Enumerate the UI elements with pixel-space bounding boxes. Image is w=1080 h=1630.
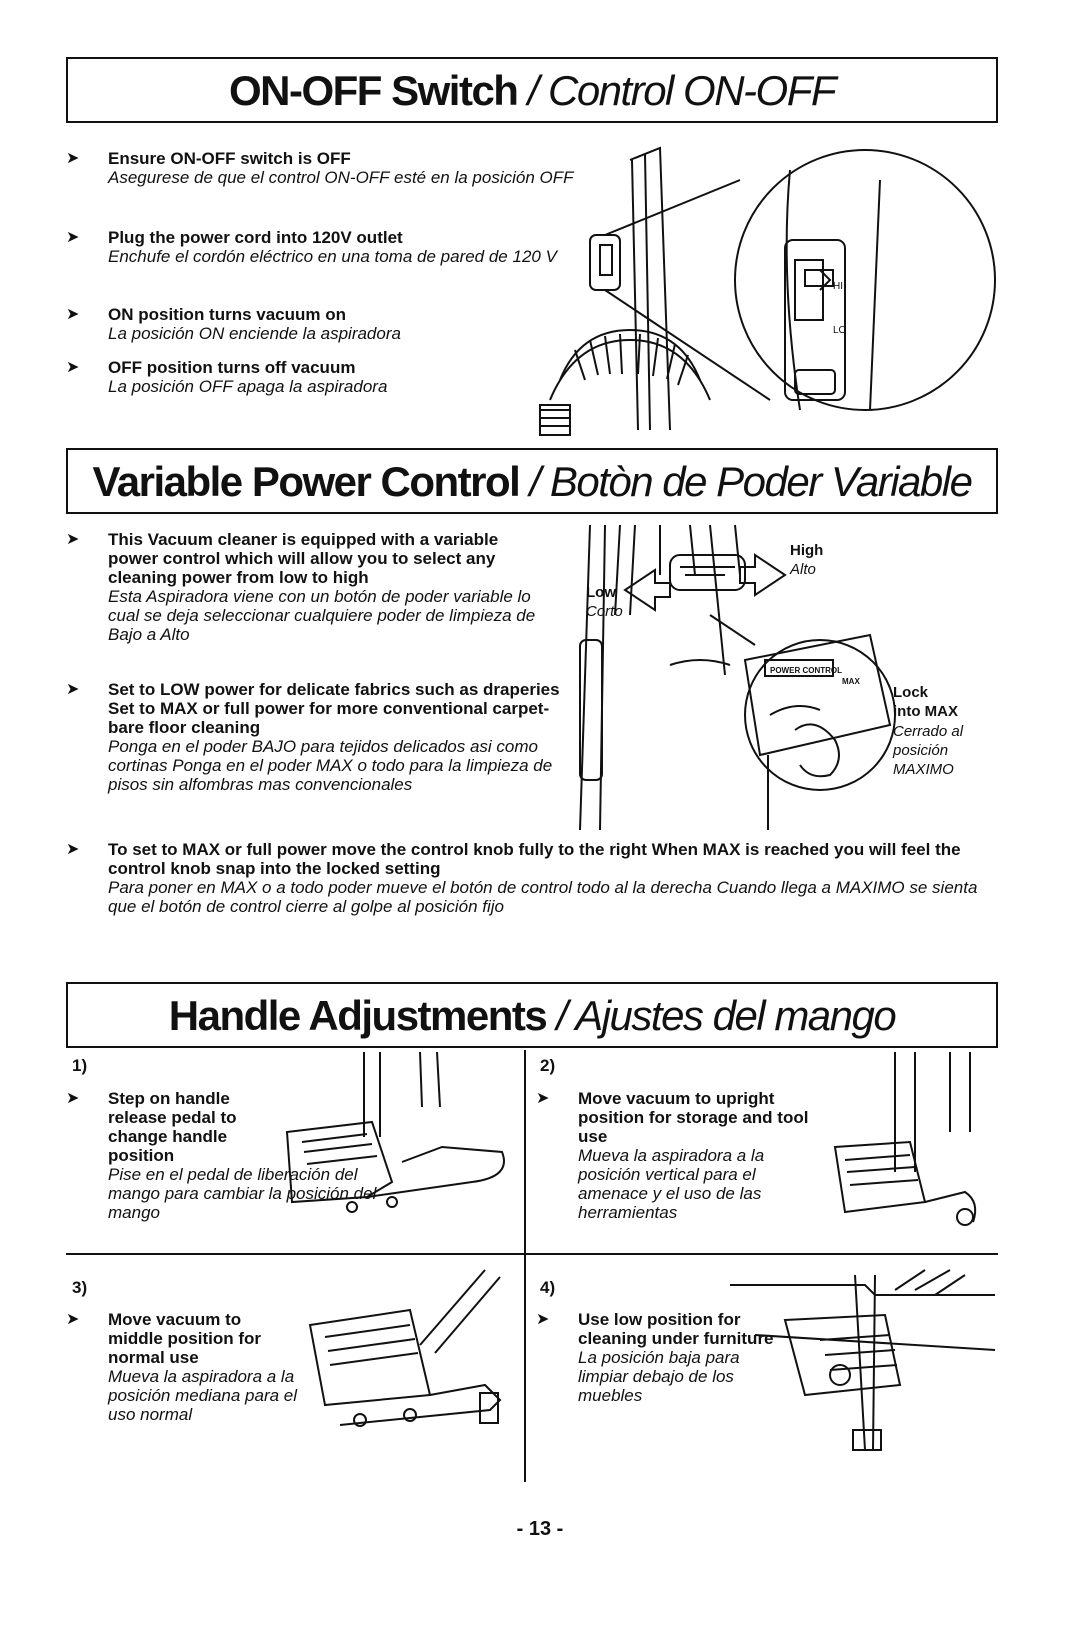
label-lock: Lock bbox=[893, 684, 929, 701]
section-header-variable bbox=[66, 448, 998, 514]
label-low: Low bbox=[586, 584, 616, 601]
switch-lo-label: LO bbox=[833, 325, 847, 336]
variable-bullet-1: ➤ This Vacuum cleaner is equipped with a variable power control which will allow you to select any cleaning power from low to high Esta Aspiradora viene con un botón de poder variable lo cual se deja seleccionar cualquiere poder de limpieza de Bajo a Alto bbox=[66, 530, 536, 644]
step-2-illustration bbox=[815, 1052, 995, 1232]
step-1-text: ➤ Step on handle release pedal to change handle position Pise en el pedal de liberación del mango para cambiar la posición del mango bbox=[66, 1089, 377, 1222]
label-cerrado: Cerrado al bbox=[893, 723, 964, 740]
step-4-number: 4) bbox=[540, 1278, 556, 1297]
label-alto: Alto bbox=[790, 561, 816, 578]
label-maximo: MAXIMO bbox=[893, 761, 954, 778]
step-1-number: 1) bbox=[72, 1056, 88, 1075]
step-1-illustration bbox=[272, 1052, 522, 1227]
section-title-handle: Handle Adjustments / Ajustes del mango bbox=[168, 992, 896, 1039]
section-title-onoff: ON-OFF Switch / Control ON-OFF bbox=[228, 67, 836, 114]
step-3-text: ➤ Move vacuum to middle position for normal use Mueva la aspiradora a la posición mediana para el uso normal bbox=[66, 1310, 298, 1424]
onoff-bullet-4: ➤ OFF position turns off vacuum La posición OFF apaga la aspiradora bbox=[66, 358, 388, 396]
label-high: High bbox=[790, 542, 824, 559]
variable-bullet-3: ➤ To set to MAX or full power move the control knob fully to the right When MAX is reached you will feel the control knob snap into the locked setting Para poner en MAX o a todo poder mueve el botón de control todo al la derecha Cuando llega a MAXIMO se sienta que el botón de control cierre al golpe al posición fijo bbox=[66, 840, 978, 916]
page-number: - 13 - bbox=[516, 1518, 564, 1540]
step-3-number: 3) bbox=[72, 1278, 88, 1297]
label-max-dial: MAX bbox=[842, 677, 860, 686]
label-posicion: posición bbox=[893, 742, 949, 759]
step-2-text: ➤ Move vacuum to upright position for storage and tool use Mueva la aspiradora a la posición vertical para el amenace y el uso de las herramientas bbox=[536, 1089, 809, 1222]
onoff-switch-illustration bbox=[520, 140, 1000, 440]
section-header-onoff bbox=[66, 57, 998, 123]
step-4-text: ➤ Use low position for cleaning under furniture La posición baja para limpiar debajo de los muebles bbox=[536, 1310, 774, 1405]
onoff-bullet-3: ➤ ON position turns vacuum on La posición ON enciende la aspiradora bbox=[66, 305, 401, 343]
handle-horizontal-divider bbox=[66, 1253, 998, 1255]
label-power-control: POWER CONTROL bbox=[770, 666, 842, 675]
onoff-bullet-2: ➤ Plug the power cord into 120V outlet Enchufe el cordón eléctrico en una toma de pared de 120 V bbox=[66, 228, 557, 266]
section-title-variable: Variable Power Control / Botòn de Poder Variable bbox=[92, 458, 972, 505]
label-into-max: into MAX bbox=[893, 703, 958, 720]
step-3-illustration bbox=[300, 1265, 515, 1450]
onoff-bullet-1: ➤ Ensure ON-OFF switch is OFF Asegurese de que el control ON-OFF esté en la posición OFF bbox=[66, 149, 574, 187]
variable-bullet-2: ➤ Set to LOW power for delicate fabrics such as draperies Set to MAX or full power for more conventional carpet-bare floor cleaning Ponga en el poder BAJO para tejidos delicados asi como cortinas Ponga en el poder MAX o todo para la limpieza de pisos sin alfombras mas convencionales bbox=[66, 680, 560, 794]
switch-hi-label: HI bbox=[833, 281, 843, 292]
handle-vertical-divider bbox=[524, 1050, 526, 1482]
label-corto: Corto bbox=[586, 603, 623, 620]
step-4-illustration bbox=[725, 1265, 995, 1455]
step-2-number: 2) bbox=[540, 1056, 556, 1075]
section-header-handle bbox=[66, 982, 998, 1048]
